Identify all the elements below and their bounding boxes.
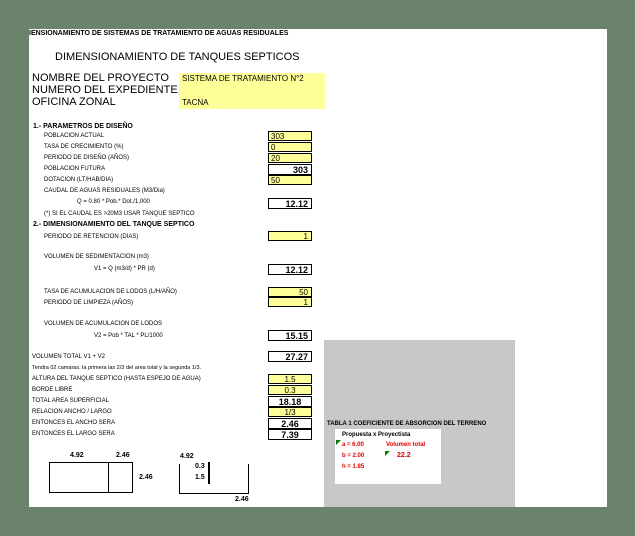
vol-sed-formula: V1 = Q (m3/d) * PR (d) — [94, 266, 155, 272]
tasa-lodos-field[interactable]: 50 — [268, 287, 312, 297]
area-label: TOTAL AREA SUPERFICIAL — [32, 398, 109, 404]
section-top-dim: 4.92 — [180, 453, 194, 460]
comment-indicator-icon — [385, 451, 390, 456]
section-title: DIMENSIONAMIENTO DE TANQUES SEPTICOS — [55, 51, 300, 63]
dotacion-label: DOTACION (LT/HAB/DIA) — [44, 177, 114, 183]
poblacion-futura-label: POBLACION FUTURA — [44, 166, 106, 172]
section-baffle — [208, 462, 210, 484]
altura-field[interactable]: 1.5 — [268, 374, 312, 384]
sheet-title: IENSIONAMIENTO DE SISTEMAS DE TRATAMIENTO DE AGUAS RESIDUALES — [29, 30, 289, 37]
periodo-field[interactable]: 20 — [268, 153, 312, 163]
section-altura-dim: 1.5 — [195, 474, 205, 481]
caudal-label: CAUDAL DE AGUAS RESIDUALES (M3/Dia) — [44, 188, 165, 194]
spreadsheet-sheet — [29, 29, 607, 507]
camaras-note: Tendra 02 camaras. la primera las 2/3 del area total y la segunda 1/3. — [32, 365, 202, 371]
params-heading: 1.- PARAMETROS DE DISEÑO — [33, 123, 133, 130]
volumen-total-value: 22.2 — [397, 452, 411, 459]
row-b: b = 2.00 — [342, 453, 365, 459]
vol-lodos-value: 15.15 — [268, 330, 312, 341]
oficina-field[interactable]: TACNA — [179, 97, 325, 109]
absorcion-subtitle: Propuesta x Proyectista — [342, 432, 411, 438]
absorcion-title: TABLA 1 COEFICIENTE DE ABSORCION DEL TERRENO — [327, 421, 487, 427]
periodo-label: PERIODO DE DISEÑO (AÑOS) — [44, 155, 130, 161]
comment-indicator-icon — [336, 440, 341, 445]
borde-field[interactable]: 0.3 — [268, 385, 312, 395]
borde-label: BORDE LIBRE — [32, 387, 73, 393]
retencion-label: PERIODO DE RETENCION (DIAS) — [44, 234, 139, 240]
plan-top-left-dim: 4.92 — [70, 452, 84, 459]
plan-chamber-1 — [49, 462, 109, 493]
largo-label: ENTONCES EL LARGO SERA — [32, 431, 115, 437]
poblacion-actual-field[interactable]: 303 — [268, 131, 312, 141]
vol-lodos-label: VOLUMEN DE ACUMULACION DE LODOS — [44, 321, 163, 327]
vol-total-value: 27.27 — [268, 351, 312, 362]
dim-heading: 2.- DIMENSIONAMIENTO DEL TANQUE SEPTICO — [33, 221, 195, 228]
tasa-label: TASA DE CRECIMIENTO (%) — [44, 144, 124, 150]
ancho-label: ENTONCES EL ANCHO SERA — [32, 420, 116, 426]
altura-label: ALTURA DEL TANQUE SEPTICO (HASTA ESPEJO DE AGUA) — [32, 376, 201, 382]
largo-value: 7.39 — [268, 429, 312, 440]
vol-sed-label: VOLUMEN DE SEDIMENTACION (m3) — [44, 254, 149, 260]
expediente-label: NUMERO DEL EXPEDIENTE — [32, 84, 178, 96]
tasa-lodos-label: TASA DE ACUMULACION DE LODOS (L/H/AÑO) — [44, 289, 177, 295]
caudal-value: 12.12 — [268, 198, 312, 209]
vol-lodos-formula: V2 = Pob * TAL * PL/1000 — [94, 333, 163, 339]
vol-sed-value: 12.12 — [268, 264, 312, 275]
volumen-total-label: Volumen total — [386, 442, 426, 448]
caudal-note: (*) SI EL CAUDAL ES >20M3 USAR TANQUE SEPTICO — [44, 211, 195, 217]
row-h: h = 1.85 — [342, 464, 365, 470]
poblacion-futura-value: 303 — [268, 164, 312, 175]
nombre-field[interactable]: SISTEMA DE TRATAMIENTO N°2 — [179, 73, 325, 85]
plan-chamber-2 — [108, 462, 133, 493]
poblacion-actual-label: POBLACION ACTUAL — [44, 133, 105, 139]
plan-top-right-dim: 2.46 — [116, 452, 130, 459]
dotacion-field[interactable]: 50 — [268, 175, 312, 185]
retencion-field[interactable]: 1 — [268, 231, 312, 241]
row-a: a = 6.00 — [342, 442, 364, 448]
section-outline — [179, 464, 249, 494]
oficina-label: OFICINA ZONAL — [32, 96, 116, 108]
tasa-field[interactable]: 0 — [268, 142, 312, 152]
relacion-label: RELACION ANCHO / LARGO — [32, 409, 112, 415]
relacion-field[interactable]: 1/3 — [268, 407, 312, 417]
plan-side-dim: 2.46 — [139, 474, 153, 481]
area-value: 18.18 — [268, 396, 312, 407]
section-bottom-dim: 2.46 — [235, 496, 249, 503]
limpieza-field[interactable]: 1 — [268, 297, 312, 307]
nombre-label: NOMBRE DEL PROYECTO — [32, 72, 169, 84]
caudal-formula: Q = 0.80 * Pob.* Dot./1,000 — [77, 199, 150, 205]
section-borde-dim: 0.3 — [195, 463, 205, 470]
limpieza-label: PERIODO DE LIMPIEZA (AÑOS) — [44, 300, 134, 306]
ancho-value: 2.46 — [268, 418, 312, 429]
expediente-field[interactable] — [179, 85, 325, 97]
vol-total-label: VOLUMEN TOTAL V1 + V2 — [32, 354, 105, 360]
